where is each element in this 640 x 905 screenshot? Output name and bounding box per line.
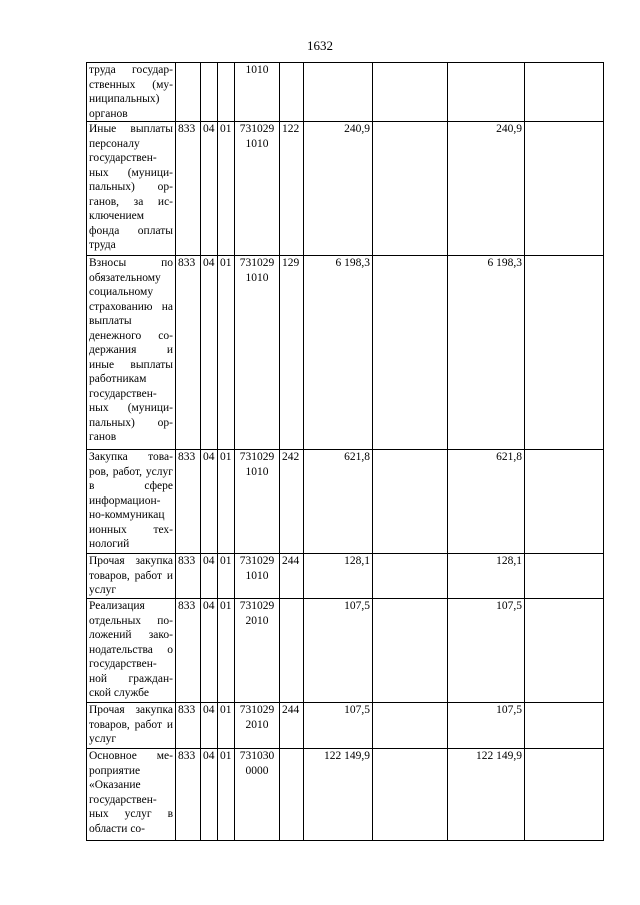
blank-cell: [525, 63, 604, 122]
item-name-cell: Основное ме-роприятие «Оказание государствен-ных услуг в области со-: [87, 749, 176, 841]
item-name-cell: Прочая закупка товаров, работ и услуг: [87, 703, 176, 749]
blank-cell: [525, 450, 604, 554]
target-article-code-part2: 2010: [245, 614, 269, 627]
amount-cell: 6 198,3: [304, 256, 373, 450]
table-row: [87, 554, 604, 599]
ministry-code-cell: 833: [176, 749, 201, 841]
amount-total-cell: 240,9: [448, 122, 525, 256]
target-article-code-part1: 731029: [239, 123, 275, 135]
amount-total-cell: [448, 63, 525, 122]
target-article-code-part2: 1010: [245, 271, 269, 284]
ministry-code-cell: 833: [176, 554, 201, 599]
target-article-cell: [235, 554, 280, 599]
target-article-cell: [235, 599, 280, 703]
subsection-code-cell: 01: [218, 256, 235, 450]
amount-cell: 128,1: [304, 554, 373, 599]
ministry-code-cell: 833: [176, 703, 201, 749]
subsection-code-cell: 01: [218, 749, 235, 841]
budget-table: [86, 62, 604, 841]
amount-total-cell: 128,1: [448, 554, 525, 599]
ministry-code-cell: 833: [176, 122, 201, 256]
item-name-cell: Иные выплаты персоналу государствен-ных (муници-пальных) ор-ганов, за ис-ключением фонда оплаты труда: [87, 122, 176, 256]
amount-total-cell: 122 149,9: [448, 749, 525, 841]
expense-type-cell: 242: [280, 450, 304, 554]
expense-type-cell: [280, 749, 304, 841]
amount-total-cell: 107,5: [448, 703, 525, 749]
target-article-cell: [235, 703, 280, 749]
target-article-code-part2: 2010: [245, 718, 269, 731]
table-row: [87, 749, 604, 841]
section-code-cell: [201, 63, 218, 122]
table-row: [87, 599, 604, 703]
target-article-code-part1: 731030: [239, 750, 275, 762]
blank-cell: [373, 703, 448, 749]
blank-cell: [525, 122, 604, 256]
subsection-code-cell: 01: [218, 122, 235, 256]
target-article-cell: [235, 122, 280, 256]
subsection-code-cell: 01: [218, 450, 235, 554]
target-article-cell: [235, 450, 280, 554]
table-row: [87, 256, 604, 450]
subsection-code-cell: 01: [218, 703, 235, 749]
amount-cell: 107,5: [304, 599, 373, 703]
table-row: [87, 63, 604, 122]
blank-cell: [373, 122, 448, 256]
blank-cell: [373, 554, 448, 599]
blank-cell: [525, 749, 604, 841]
blank-cell: [525, 599, 604, 703]
table-row: [87, 703, 604, 749]
table-body: [87, 63, 604, 841]
ministry-code-cell: 833: [176, 450, 201, 554]
subsection-code-cell: 01: [218, 554, 235, 599]
amount-total-cell: 6 198,3: [448, 256, 525, 450]
target-article-code-part2: 1010: [245, 465, 269, 478]
section-code-cell: 04: [201, 450, 218, 554]
amount-total-cell: 621,8: [448, 450, 525, 554]
section-code-cell: 04: [201, 554, 218, 599]
target-article-cell: [235, 749, 280, 841]
target-article-code-part1: 731029: [239, 451, 275, 463]
table-row: [87, 450, 604, 554]
ministry-code-cell: 833: [176, 599, 201, 703]
page-number: 1632: [307, 38, 333, 53]
expense-type-cell: 129: [280, 256, 304, 450]
item-name-cell: труда государ-ственных (му-ниципальных) органов: [87, 63, 176, 122]
target-article-cell: [235, 256, 280, 450]
amount-cell: 240,9: [304, 122, 373, 256]
expense-type-cell: [280, 63, 304, 122]
blank-cell: [525, 703, 604, 749]
item-name-cell: Прочая закупка товаров, работ и услуг: [87, 554, 176, 599]
blank-cell: [525, 256, 604, 450]
section-code-cell: 04: [201, 749, 218, 841]
amount-cell: 621,8: [304, 450, 373, 554]
target-article-code-part1: 731029: [239, 600, 275, 612]
target-article-code-part2: 1010: [245, 64, 269, 76]
amount-cell: 122 149,9: [304, 749, 373, 841]
subsection-code-cell: 01: [218, 599, 235, 703]
amount-total-cell: 107,5: [448, 599, 525, 703]
section-code-cell: 04: [201, 599, 218, 703]
expense-type-cell: [280, 599, 304, 703]
blank-cell: [373, 256, 448, 450]
expense-type-cell: 244: [280, 703, 304, 749]
blank-cell: [373, 599, 448, 703]
subsection-code-cell: [218, 63, 235, 122]
target-article-code-part1: 731029: [239, 555, 275, 567]
target-article-code-part1: 731029: [239, 257, 275, 269]
item-name-cell: Закупка това-ров, работ, услуг в сфере информацион-но-коммуникац ионных тех-нологий: [87, 450, 176, 554]
ministry-code-cell: [176, 63, 201, 122]
item-name-cell: Реализация отдельных по-ложений зако-нодательства о государствен-ной граждан-ской службе: [87, 599, 176, 703]
target-article-code-part1: 731029: [239, 704, 275, 716]
target-article-code-part2: 0000: [245, 764, 269, 777]
expense-type-cell: 122: [280, 122, 304, 256]
target-article-code-part2: 1010: [245, 569, 269, 582]
expense-type-cell: 244: [280, 554, 304, 599]
section-code-cell: 04: [201, 256, 218, 450]
section-code-cell: 04: [201, 703, 218, 749]
amount-cell: [304, 63, 373, 122]
amount-cell: 107,5: [304, 703, 373, 749]
target-article-code-part2: 1010: [245, 137, 269, 150]
section-code-cell: 04: [201, 122, 218, 256]
item-name-cell: Взносы по обязательному социальному страхованию на выплаты денежного со-держания и иные выплаты работникам государствен-ных (муници-пальных) ор-ганов: [87, 256, 176, 450]
ministry-code-cell: 833: [176, 256, 201, 450]
table-row: [87, 122, 604, 256]
blank-cell: [373, 63, 448, 122]
target-article-cell: [235, 63, 280, 122]
blank-cell: [373, 450, 448, 554]
blank-cell: [373, 749, 448, 841]
blank-cell: [525, 554, 604, 599]
